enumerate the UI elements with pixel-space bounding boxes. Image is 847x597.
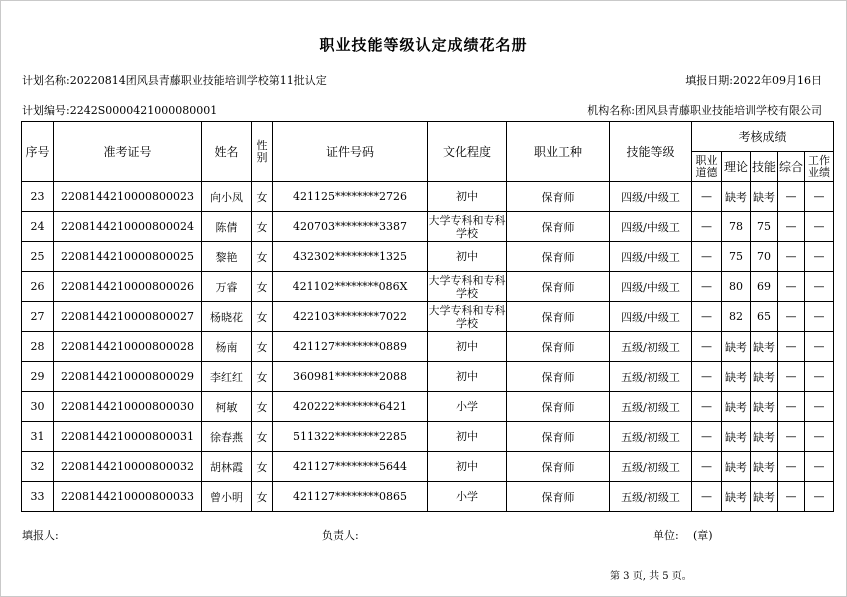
table-row [22,272,834,302]
cell-id-no: 511322********2285 [273,422,428,452]
cell-theory: 缺考 [722,392,751,422]
page-title: 职业技能等级认定成绩花名册 [319,36,528,54]
cell-ethics: — [692,422,722,452]
plan-number-label: 计划编号: [22,104,70,117]
cell-theory: 82 [722,302,751,332]
plan-name-value: 20220814团风县青藤职业技能培训学校第11批认定 [69,74,327,87]
table-row [22,182,834,212]
cell-overall: — [778,452,805,482]
cell-theory: 缺考 [722,452,751,482]
header-id-no: 证件号码 [273,122,428,182]
cell-seq: 23 [22,182,54,212]
cell-level: 五级/初级工 [610,362,692,392]
cell-exam-no: 2208144210000800030 [54,392,202,422]
cell-education: 初中 [428,452,507,482]
cell-performance: — [805,362,834,392]
cell-overall: — [778,482,805,512]
cell-level: 五级/初级工 [610,422,692,452]
cell-seq: 29 [22,362,54,392]
cell-level: 四级/中级工 [610,242,692,272]
cell-overall: — [778,272,805,302]
header-name: 姓名 [202,122,252,182]
cell-level: 四级/中级工 [610,272,692,302]
cell-exam-no: 2208144210000800024 [54,212,202,242]
cell-name: 万睿 [202,272,252,302]
table-row [22,392,834,422]
cell-education: 大学专科和专科学校 [428,303,506,330]
cell-skill: 缺考 [751,182,778,212]
cell-exam-no: 2208144210000800032 [54,452,202,482]
cell-id-no: 421127********0889 [273,332,428,362]
report-date-label: 填报日期: [685,74,733,87]
cell-seq: 30 [22,392,54,422]
page-number: 第 3 页, 共 5 页。 [610,571,692,582]
cell-theory: 缺考 [722,422,751,452]
cell-seq: 28 [22,332,54,362]
cell-ethics: — [692,332,722,362]
cell-education: 初中 [428,182,507,212]
table-row [22,302,834,332]
cell-exam-no: 2208144210000800033 [54,482,202,512]
cell-education: 初中 [428,242,507,272]
header-level: 技能等级 [610,122,692,182]
org-name [587,102,822,118]
cell-theory: 缺考 [722,362,751,392]
cell-ethics: — [692,242,722,272]
header-exam-no: 准考证号 [54,122,202,182]
cell-id-no: 421127********5644 [273,452,428,482]
cell-level: 四级/中级工 [610,182,692,212]
responsible-label: 负责人: [322,529,359,542]
cell-skill: 65 [751,302,778,332]
cell-id-no: 421102********086X [273,272,428,302]
cell-skill: 缺考 [751,422,778,452]
cell-performance: — [805,272,834,302]
cell-theory: 80 [722,272,751,302]
cell-exam-no: 2208144210000800029 [54,362,202,392]
header-gender: 性别 [252,122,273,182]
cell-level: 五级/初级工 [610,482,692,512]
cell-seq: 31 [22,422,54,452]
cell-ethics: — [692,182,722,212]
cell-gender: 女 [252,392,273,422]
header-ethics: 职业道德 [692,152,722,182]
plan-name-label: 计划名称: [22,74,70,87]
cell-occupation: 保育师 [507,272,610,302]
cell-id-no: 420703********3387 [273,212,428,242]
cell-id-no: 360981********2088 [273,362,428,392]
cell-overall: — [778,392,805,422]
cell-education: 大学专科和专科学校 [428,273,506,300]
cell-gender: 女 [252,302,273,332]
cell-occupation: 保育师 [507,452,610,482]
cell-gender: 女 [252,182,273,212]
cell-theory: 78 [722,212,751,242]
cell-occupation: 保育师 [507,422,610,452]
cell-id-no: 421127********0865 [273,482,428,512]
cell-skill: 70 [751,242,778,272]
cell-overall: — [778,212,805,242]
cell-exam-no: 2208144210000800028 [54,332,202,362]
table-row [22,242,834,272]
cell-level: 四级/中级工 [610,212,692,242]
cell-education: 大学专科和专科学校 [428,213,506,240]
header-education: 文化程度 [428,122,507,182]
cell-gender: 女 [252,332,273,362]
cell-ethics: — [692,452,722,482]
cell-performance: — [805,482,834,512]
cell-id-no: 420222********6421 [273,392,428,422]
cell-occupation: 保育师 [507,302,610,332]
cell-name: 徐春燕 [202,422,252,452]
cell-skill: 75 [751,212,778,242]
table-row [22,362,834,392]
filler-label: 填报人: [22,529,59,542]
cell-skill: 缺考 [751,362,778,392]
cell-skill: 69 [751,272,778,302]
cell-theory: 75 [722,242,751,272]
cell-performance: — [805,302,834,332]
cell-occupation: 保育师 [507,392,610,422]
roster-body [22,182,834,512]
cell-gender: 女 [252,272,273,302]
cell-name: 曾小明 [202,482,252,512]
table-row [22,452,834,482]
table-row [22,332,834,362]
cell-education: 小学 [428,392,507,422]
cell-id-no: 421125********2726 [273,182,428,212]
cell-overall: — [778,332,805,362]
cell-name: 黎艳 [202,242,252,272]
cell-skill: 缺考 [751,332,778,362]
cell-education: 初中 [428,362,507,392]
cell-overall: — [778,422,805,452]
cell-exam-no: 2208144210000800025 [54,242,202,272]
cell-performance: — [805,212,834,242]
cell-ethics: — [692,302,722,332]
cell-gender: 女 [252,242,273,272]
header-performance: 工作业绩 [805,152,834,182]
cell-gender: 女 [252,212,273,242]
score-roster-table [21,121,834,512]
cell-name: 胡林霞 [202,452,252,482]
cell-performance: — [805,392,834,422]
cell-ethics: — [692,482,722,512]
cell-gender: 女 [252,422,273,452]
table-row [22,422,834,452]
cell-gender: 女 [252,362,273,392]
cell-seq: 27 [22,302,54,332]
cell-level: 五级/初级工 [610,452,692,482]
cell-occupation: 保育师 [507,182,610,212]
cell-ethics: — [692,362,722,392]
cell-performance: — [805,452,834,482]
org-name-label: 机构名称: [587,104,635,117]
cell-gender: 女 [252,482,273,512]
cell-performance: — [805,332,834,362]
cell-exam-no: 2208144210000800023 [54,182,202,212]
cell-exam-no: 2208144210000800027 [54,302,202,332]
cell-ethics: — [692,392,722,422]
cell-occupation: 保育师 [507,212,610,242]
cell-performance: — [805,242,834,272]
cell-seq: 32 [22,452,54,482]
cell-level: 五级/初级工 [610,332,692,362]
cell-skill: 缺考 [751,392,778,422]
header-scores-group: 考核成绩 [692,122,834,152]
cell-name: 李红红 [202,362,252,392]
cell-seq: 24 [22,212,54,242]
plan-number [22,102,217,118]
cell-overall: — [778,362,805,392]
cell-ethics: — [692,272,722,302]
cell-exam-no: 2208144210000800031 [54,422,202,452]
table-row [22,212,834,242]
cell-theory: 缺考 [722,332,751,362]
cell-theory: 缺考 [722,182,751,212]
header-theory: 理论 [722,152,751,182]
cell-skill: 缺考 [751,482,778,512]
cell-education: 小学 [428,482,507,512]
cell-occupation: 保育师 [507,242,610,272]
cell-overall: — [778,302,805,332]
cell-level: 五级/初级工 [610,392,692,422]
cell-seq: 26 [22,272,54,302]
cell-id-no: 432302********1325 [273,242,428,272]
org-name-value: 团风县青藤职业技能培训学校有限公司 [635,104,822,117]
cell-skill: 缺考 [751,452,778,482]
cell-education: 初中 [428,332,507,362]
cell-name: 柯敏 [202,392,252,422]
cell-theory: 缺考 [722,482,751,512]
cell-name: 杨晓花 [202,302,252,332]
cell-id-no: 422103********7022 [273,302,428,332]
cell-seq: 25 [22,242,54,272]
cell-name: 陈倩 [202,212,252,242]
cell-overall: — [778,242,805,272]
plan-number-value: 2242S0000421000080001 [69,104,218,117]
cell-seq: 33 [22,482,54,512]
cell-ethics: — [692,212,722,242]
report-date-value: 2022年09月16日 [733,74,822,87]
cell-occupation: 保育师 [507,362,610,392]
header-seq: 序号 [22,122,54,182]
cell-level: 四级/中级工 [610,302,692,332]
unit-label: 单位: [653,529,679,542]
header-occupation: 职业工种 [507,122,610,182]
cell-name: 杨南 [202,332,252,362]
plan-name [22,72,327,88]
cell-occupation: 保育师 [507,332,610,362]
cell-education: 初中 [428,422,507,452]
header-overall: 综合 [778,152,805,182]
cell-name: 向小凤 [202,182,252,212]
table-row [22,482,834,512]
header-skill: 技能 [751,152,778,182]
cell-performance: — [805,422,834,452]
cell-performance: — [805,182,834,212]
cell-exam-no: 2208144210000800026 [54,272,202,302]
cell-overall: — [778,182,805,212]
cell-occupation: 保育师 [507,482,610,512]
report-date [685,72,822,88]
cell-gender: 女 [252,452,273,482]
seal-mark: (章) [693,529,713,542]
